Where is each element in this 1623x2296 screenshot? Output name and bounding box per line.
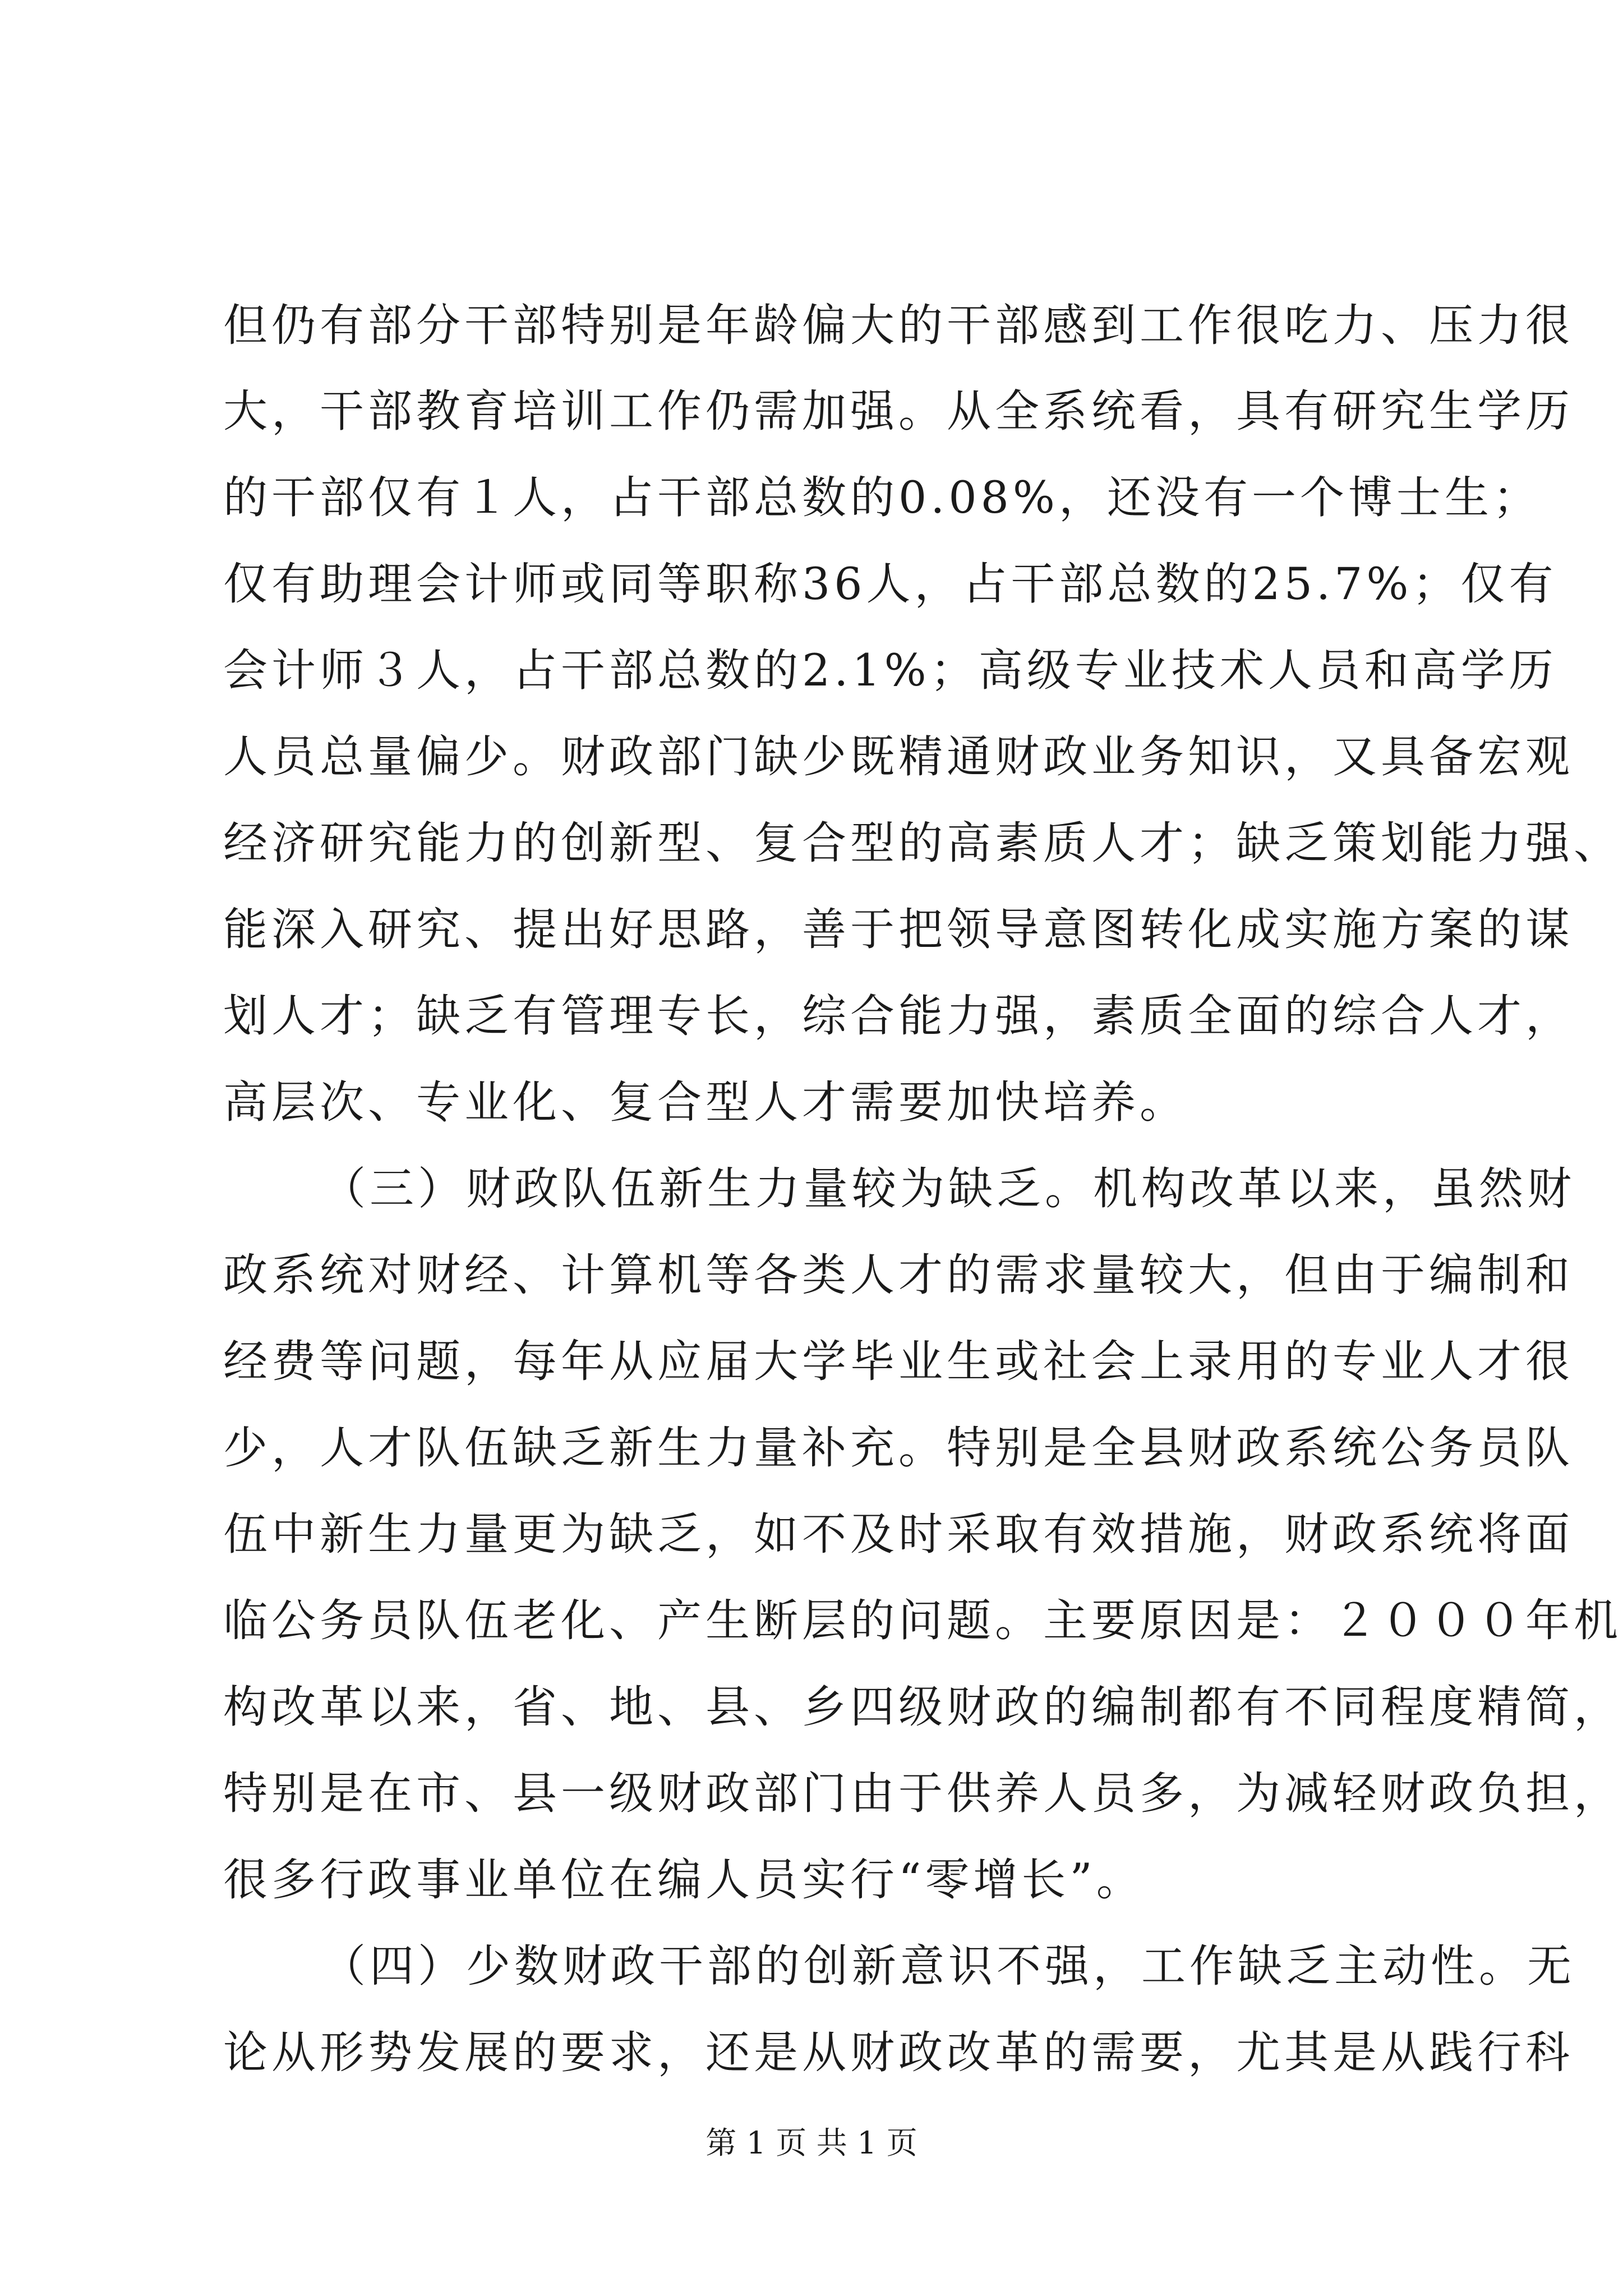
body-line: 论从形势发展的要求，还是从财政改革的需要，尤其是从践行科 [223, 2027, 1574, 2078]
body-line: 大，干部教育培训工作仍需加强。从全系统看，具有研究生学历 [223, 385, 1574, 437]
page-footer: 第 1 页 共 1 页 [706, 2125, 917, 2161]
body-line: 仅有助理会计师或同等职称36人，占干部总数的25.7%；仅有 [223, 558, 1557, 610]
body-line: 特别是在市、县一级财政部门由于供养人员多，为减轻财政负担， [223, 1768, 1622, 1819]
section-heading-4: （四）少数财政干部的创新意识不强，工作缺乏主动性。无 [321, 1940, 1575, 1992]
body-line: 经济研究能力的创新型、复合型的高素质人才；缺乏策划能力强、 [223, 817, 1622, 869]
body-line: 少，人才队伍缺乏新生力量补充。特别是全县财政系统公务员队 [223, 1422, 1574, 1474]
body-line: 很多行政事业单位在编人员实行“零增长”。 [223, 1854, 1145, 1906]
body-line: 人员总量偏少。财政部门缺少既精通财政业务知识，又具备宏观 [223, 731, 1574, 783]
body-line: 能深入研究、提出好思路，善于把领导意图转化成实施方案的谋 [223, 904, 1574, 955]
body-line: 政系统对财经、计算机等各类人才的需求量较大，但由于编制和 [223, 1249, 1574, 1301]
body-line: 会计师３人，占干部总数的2.1%；高级专业技术人员和高学历 [223, 645, 1557, 696]
body-line: 临公务员队伍老化、产生断层的问题。主要原因是：２０００年机 [223, 1595, 1622, 1646]
body-line: 伍中新生力量更为缺乏，如不及时采取有效措施，财政系统将面 [223, 1508, 1574, 1560]
section-heading-3: （三）财政队伍新生力量较为缺乏。机构改革以来，虽然财 [321, 1163, 1575, 1214]
body-line: 构改革以来，省、地、县、乡四级财政的编制都有不同程度精简， [223, 1681, 1622, 1733]
body-line: 但仍有部分干部特别是年龄偏大的干部感到工作很吃力、压力很 [223, 300, 1574, 351]
body-line: 经费等问题，每年从应届大学毕业生或社会上录用的专业人才很 [223, 1336, 1574, 1387]
body-line: 的干部仅有１人，占干部总数的0.08%，还没有一个博士生； [223, 472, 1541, 523]
body-line: 高层次、专业化、复合型人才需要加快培养。 [223, 1076, 1188, 1128]
body-line: 划人才；缺乏有管理专长，综合能力强，素质全面的综合人才， [223, 990, 1574, 1042]
